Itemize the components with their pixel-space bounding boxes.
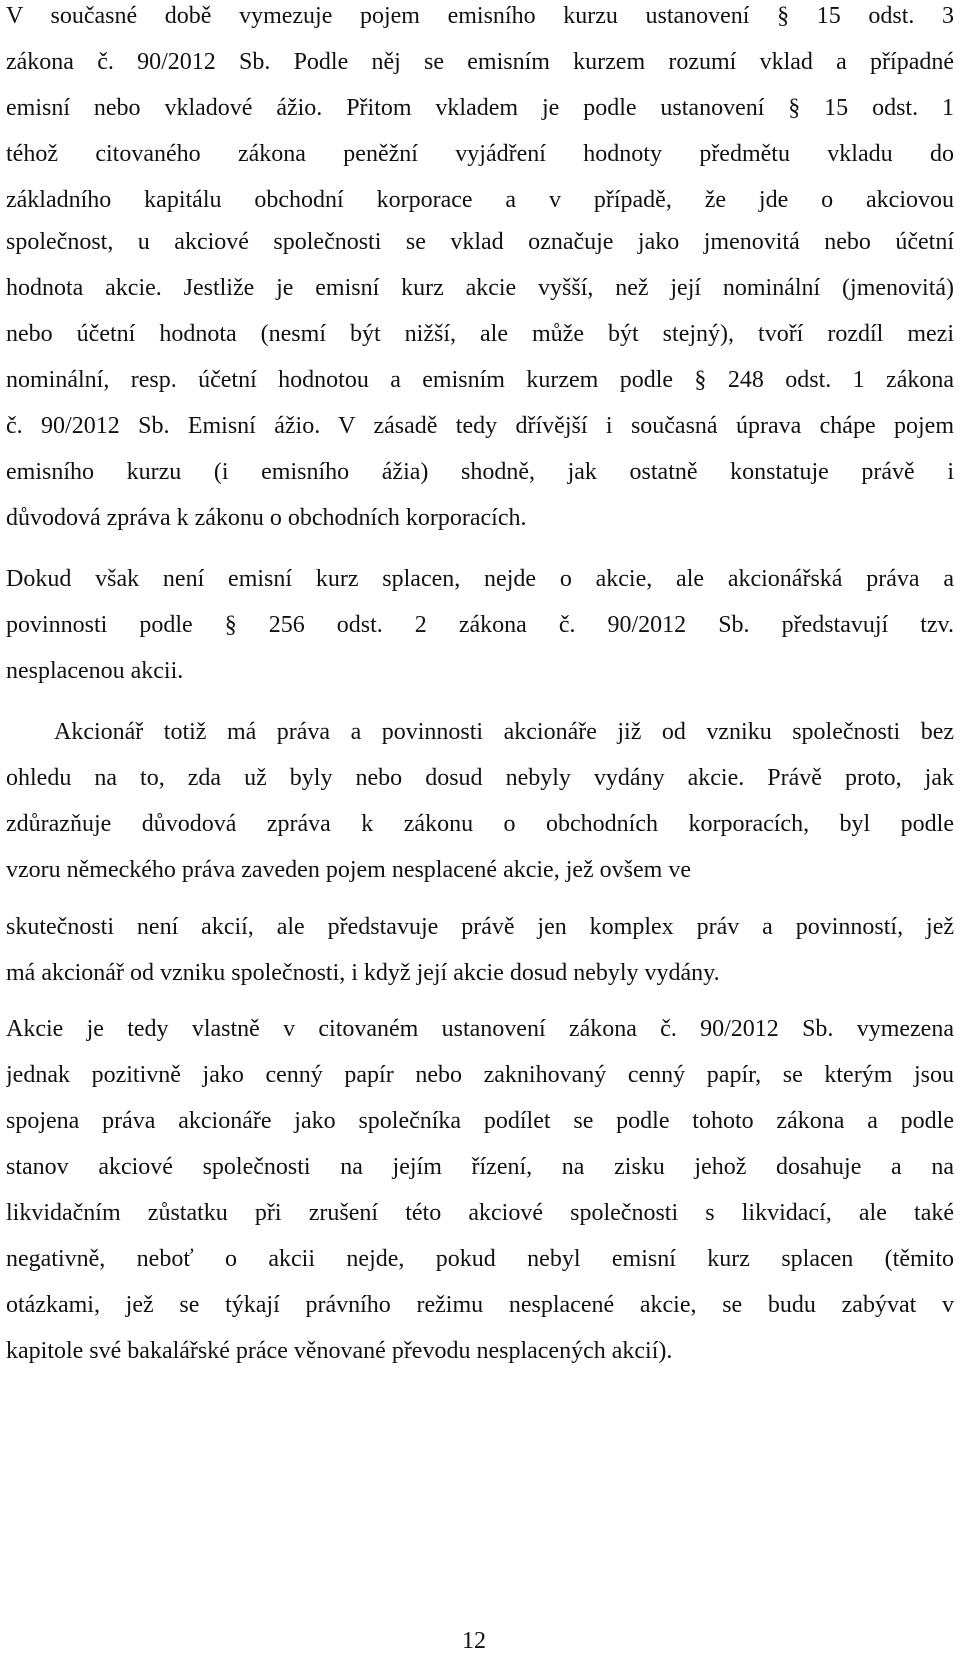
text-line: základního kapitálu obchodní korporace a v případě, že jde o akciovou	[6, 187, 954, 213]
text-line: vzoru německého práva zaveden pojem nesplacené akcie, jež ovšem ve	[6, 857, 691, 883]
text-line: Akcie je tedy vlastně v citovaném ustanovení zákona č. 90/2012 Sb. vymezena	[6, 1016, 954, 1042]
text-line: otázkami, jež se týkají právního režimu nesplacené akcie, se budu zabývat v	[6, 1292, 954, 1318]
text-line: emisního kurzu (i emisního ážia) shodně, jak ostatně konstatuje právě i	[6, 459, 954, 485]
page-number: 12	[462, 1628, 486, 1654]
document-page	[6, 0, 954, 1660]
text-line: stanov akciové společnosti na jejím řízení, na zisku jehož dosahuje a na	[6, 1154, 954, 1180]
text-line: ohledu na to, zda už byly nebo dosud nebyly vydány akcie. Právě proto, jak	[6, 765, 954, 791]
text-line: likvidačním zůstatku při zrušení této akciové společnosti s likvidací, ale také	[6, 1200, 954, 1226]
text-line: nebo účetní hodnota (nesmí být nižší, ale může být stejný), tvoří rozdíl mezi	[6, 321, 954, 347]
text-line: má akcionář od vzniku společnosti, i když její akcie dosud nebyly vydány.	[6, 960, 720, 986]
text-line: skutečnosti není akcií, ale představuje právě jen komplex práv a povinností, jež	[6, 914, 954, 940]
text-line: negativně, neboť o akcii nejde, pokud nebyl emisní kurz splacen (těmito	[6, 1246, 954, 1272]
text-line: nesplacenou akcii.	[6, 658, 184, 684]
text-line: důvodová zpráva k zákonu o obchodních korporacích.	[6, 505, 527, 531]
text-line: kapitole své bakalářské práce věnované převodu nesplacených akcií).	[6, 1338, 673, 1364]
text-line: zdůrazňuje důvodová zpráva k zákonu o obchodních korporacích, byl podle	[6, 811, 954, 837]
text-line: téhož citovaného zákona peněžní vyjádření hodnoty předmětu vkladu do	[6, 141, 954, 167]
text-line: povinnosti podle § 256 odst. 2 zákona č. 90/2012 Sb. představují tzv.	[6, 612, 954, 638]
text-line: V současné době vymezuje pojem emisního kurzu ustanovení § 15 odst. 3	[6, 3, 954, 29]
text-line: emisní nebo vkladové ážio. Přitom vkladem je podle ustanovení § 15 odst. 1	[6, 95, 954, 121]
text-line: společnost, u akciové společnosti se vklad označuje jako jmenovitá nebo účetní	[6, 229, 954, 255]
text-line: jednak pozitivně jako cenný papír nebo zaknihovaný cenný papír, se kterým jsou	[6, 1062, 954, 1088]
text-line: spojena práva akcionáře jako společníka podílet se podle tohoto zákona a podle	[6, 1108, 954, 1134]
text-line: hodnota akcie. Jestliže je emisní kurz akcie vyšší, než její nominální (jmenovitá)	[6, 275, 954, 301]
text-line: nominální, resp. účetní hodnotou a emisním kurzem podle § 248 odst. 1 zákona	[6, 367, 954, 393]
text-line: zákona č. 90/2012 Sb. Podle něj se emisním kurzem rozumí vklad a případné	[6, 49, 954, 75]
text-line: Akcionář totiž má práva a povinnosti akcionáře již od vzniku společnosti bez	[54, 719, 954, 745]
text-line: Dokud však není emisní kurz splacen, nejde o akcie, ale akcionářská práva a	[6, 566, 954, 592]
text-line: č. 90/2012 Sb. Emisní ážio. V zásadě tedy dřívější i současná úprava chápe pojem	[6, 413, 954, 439]
